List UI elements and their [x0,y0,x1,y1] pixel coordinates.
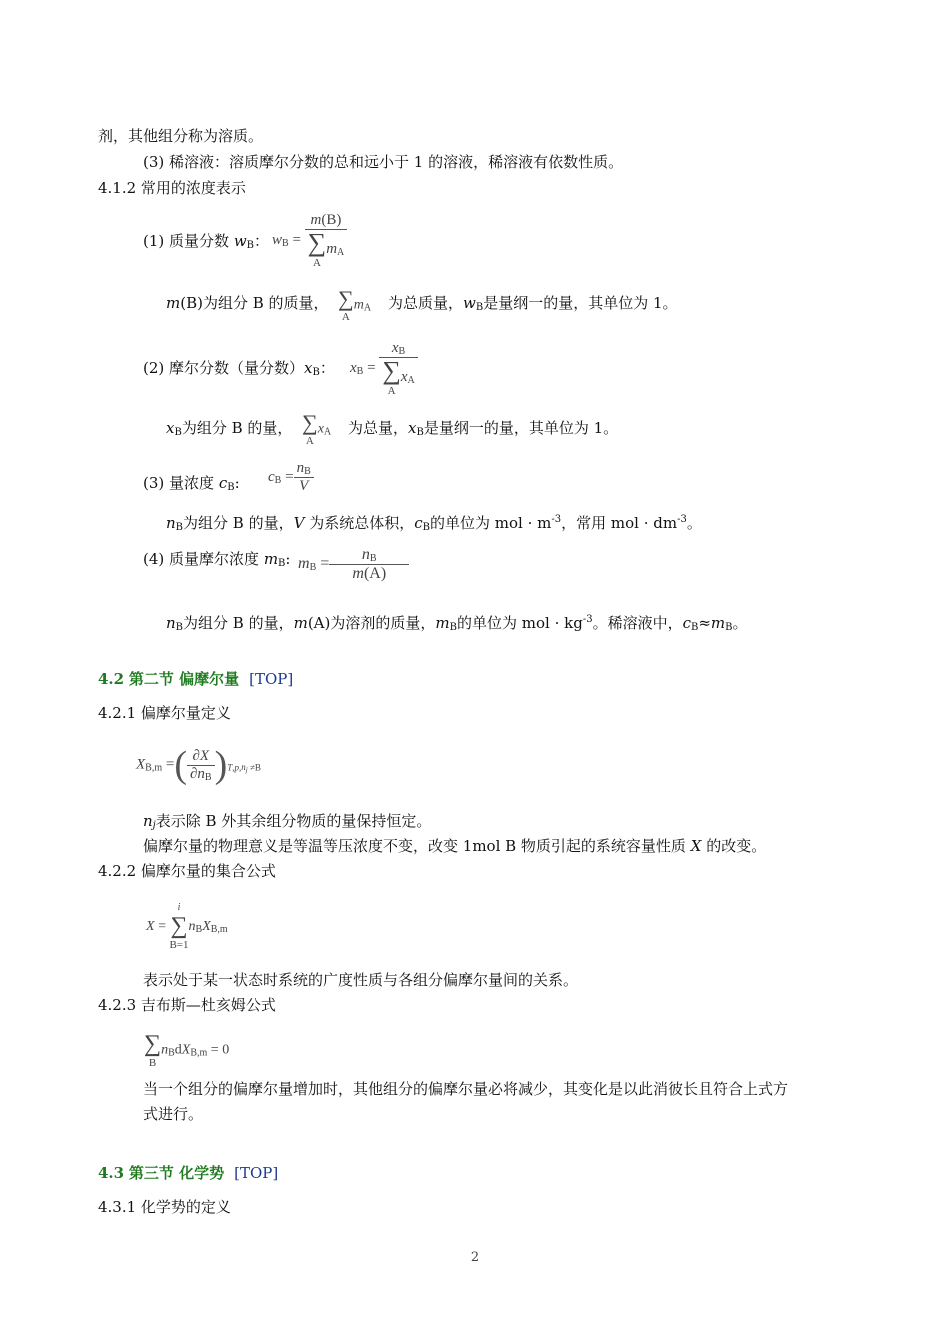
formula-collection: X = i ∑ B=1 $n_BX_{B,m}$ [146,902,228,951]
text-line: 表示处于某一状态时系统的广度性质与各组分偏摩尔量间的关系。 [143,971,579,989]
formula-mole-fraction: $x_B$ = $x_B$ ∑ A $x_A$ [350,340,418,397]
subsection-heading: 4.1.2 常用的浓度表示 [98,179,246,197]
item-label: (3) 量浓度 $c_B$: [143,474,240,493]
subsection-heading: 4.2.2 偏摩尔量的集合公式 [98,862,276,880]
text-line: $n_j$表示除 B 外其余组分物质的量保持恒定。 [143,812,432,831]
subsection-heading: 4.2.3 吉布斯—杜亥姆公式 [98,996,276,1014]
text-line: 为总质量，$w_B$是量纲一的量，其单位为 1。 [388,294,678,313]
subsection-heading: 4.3.1 化学势的定义 [98,1198,231,1216]
top-link[interactable]: [TOP] [249,670,294,688]
top-link[interactable]: [TOP] [234,1164,279,1182]
text-line: $x_B$为组分 B 的量， [166,419,293,438]
page-number: 2 [470,1250,480,1265]
section-heading: 4.2 第二节 偏摩尔量 [TOP] [98,670,294,688]
text-line: 为总量，$x_B$是量纲一的量，其单位为 1。 [348,419,619,438]
text-line: 偏摩尔量的物理意义是等温等压浓度不变，改变 1mol B 物质引起的系统容量性质 X 的改变。 [143,837,767,855]
sum-symbol: ∑ A $x_A$ [302,410,332,447]
text-line: $n_B$为组分 B 的量，V 为系统总体积，$c_B$的单位为 mol · $m^{-3}$，常用 mol · $dm^{-3}$。 [166,514,702,533]
formula-concentration: $c_B$ = $\frac{n_B}{V}$ [268,460,314,495]
text-line: (3) 稀溶液：溶质摩尔分数的总和远小于 1 的溶液，稀溶液有依数性质。 [143,153,624,171]
text-line: m(B)为组分 B 的质量， [166,294,329,312]
subsection-heading: 4.2.1 偏摩尔量定义 [98,704,231,722]
text-line: 剂，其他组分称为溶质。 [98,127,264,145]
sum-symbol: ∑ A $m_A$ [338,286,372,323]
formula-mass-fraction: $w_B$ = m(B) ∑ A $m_A$ [272,212,347,269]
formula-molality: $m_B$ = $\frac{n_B}{m(A)}$ [298,546,409,583]
section-heading: 4.3 第三节 化学势 [TOP] [98,1164,279,1182]
text-line: 当一个组分的偏摩尔量增加时，其他组分的偏摩尔量必将减少，其变化是以此消彼长且符合上式方 [143,1080,789,1098]
text-line: $n_B$为组分 B 的量，m(A)为溶剂的质量，$m_B$的单位为 mol · $kg^{-3}$。稀溶液中，$c_B\approx m_B$。 [166,614,748,633]
item-label: (2) 摩尔分数（量分数）$x_B$： [143,359,335,378]
formula-gibbs-duhem: ∑ B $n_BdX_{B,m} = 0$ [144,1031,230,1069]
text-line: 式进行。 [143,1105,204,1123]
formula-partial-molar: $X_{B,m}$ =( $\frac{\partial X}{\partial n_B}$ )$_{T,p,n_j \ne B}$ [136,744,261,786]
item-label: (4) 质量摩尔浓度 $m_B$: [143,550,291,569]
item-label: (1) 质量分数 $w_B$： [143,232,270,251]
